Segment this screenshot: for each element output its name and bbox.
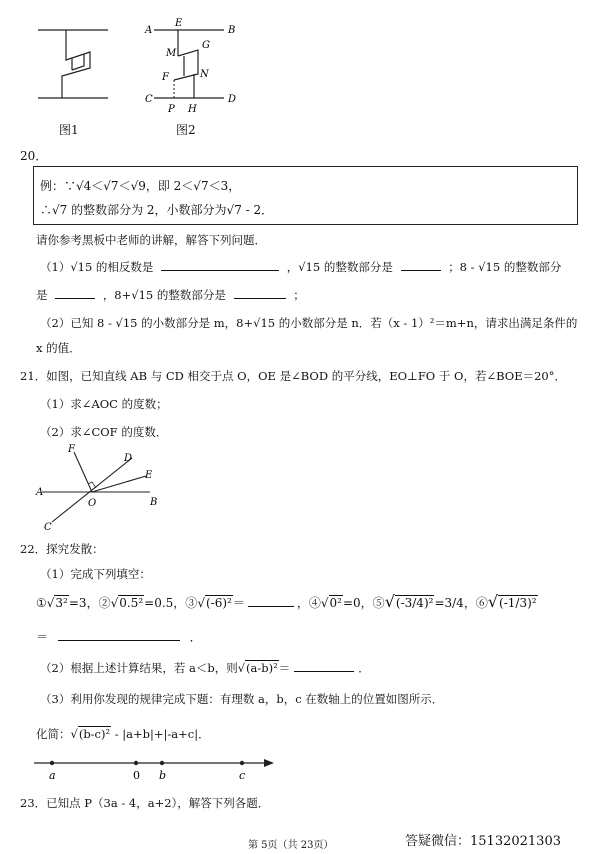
label-F: F <box>162 72 169 83</box>
q20-part2-line1: （2）已知 8 - √15 的小数部分是 m，8+√15 的小数部分是 n．若（x - 1）²＝m+n，请求出满足条件的 <box>40 316 578 330</box>
label-M: M <box>166 48 177 59</box>
q22-p2-b: ＝ <box>278 661 291 675</box>
circle-4: ，④ <box>296 596 321 610</box>
label-B: B <box>150 497 158 508</box>
q20-part1-line2 <box>36 287 305 303</box>
q22-number: 22．探究发散： <box>20 542 104 556</box>
simplify-label: 化简： <box>36 727 71 741</box>
eq-4: =0，⑤ <box>342 596 385 610</box>
q20-number: 20． <box>20 149 48 163</box>
q20-p1-e: ，8+√15 的整数部分是 <box>102 288 226 302</box>
q20-p1-d: 是 <box>36 288 48 302</box>
q22-part1: （1）完成下列填空： <box>40 567 151 581</box>
eq-5: = <box>434 596 445 610</box>
q22-p2-c: ． <box>358 661 370 675</box>
formula-row: ①√3²=3，②√0.5²=0.5，③√(-6)²＝ ，④√0²=0，⑤√(-3/4)²=3/4，⑥√(-1/3)² <box>36 592 537 611</box>
q20-intro: 请你参考黑板中老师的讲解，解答下列问题． <box>36 233 266 247</box>
label-A: A <box>36 487 44 498</box>
label-H: H <box>188 104 197 115</box>
circle-1: ① <box>36 596 47 610</box>
page-number: 第 5页（共 23页） <box>248 840 334 851</box>
label-P: P <box>168 104 175 115</box>
contact-info: 答疑微信：15132021303 <box>405 834 561 849</box>
answer-blank[interactable] <box>58 629 180 641</box>
circle-6: ，⑥ <box>463 596 488 610</box>
answer-blank[interactable] <box>401 259 441 271</box>
label-E: E <box>145 470 153 481</box>
q20-part2-line2: x 的值． <box>36 341 81 355</box>
label-E: E <box>175 18 183 29</box>
label-B: B <box>228 25 236 36</box>
label-G: G <box>202 40 210 51</box>
q20-part1-line1 <box>40 259 561 275</box>
eq-2: =0.5， <box>144 596 186 610</box>
label-C: C <box>44 522 52 533</box>
answer-blank[interactable] <box>294 660 354 672</box>
answer-blank[interactable] <box>248 595 294 607</box>
q22-part3: （3）利用你发现的规律完成下题：有理数 a，b，c 在数轴上的位置如图所示． <box>40 692 444 706</box>
example-line-2: ∴√7 的整数部分为 2，小数部分为√7 - 2． <box>40 203 274 217</box>
axis-label-c: c <box>239 769 246 782</box>
figure-1 <box>30 18 130 118</box>
fig2-caption: 图2 <box>176 123 196 137</box>
label-D: D <box>124 453 133 464</box>
circle-2: ② <box>98 596 111 610</box>
q21-part2: （2）求∠COF 的度数． <box>40 425 168 439</box>
eq-1: =3， <box>68 596 99 610</box>
example-line-1: 例：∵√4＜√7＜√9，即 2＜√7＜3， <box>40 179 241 193</box>
q22-part2: （2）根据上述计算结果，若 a＜b，则√(a-b)²＝ ． <box>40 661 370 675</box>
q20-p1-a: （1）√15 的相反数是 <box>40 260 154 274</box>
q20-p1-b: ，√15 的整数部分是 <box>286 260 393 274</box>
label-D: D <box>228 94 237 105</box>
label-N: N <box>200 69 209 80</box>
number-line <box>30 754 280 788</box>
q22-p2-a: （2）根据上述计算结果，若 a＜b，则 <box>40 661 238 675</box>
answer-blank[interactable] <box>161 259 279 271</box>
answer-blank[interactable] <box>234 287 286 299</box>
answer-blank[interactable] <box>55 287 95 299</box>
eq-3: ＝ <box>232 596 245 610</box>
label-F: F <box>68 444 75 455</box>
label-C: C <box>145 94 153 105</box>
circle-3: ③ <box>185 596 198 610</box>
q21-text: 21．如图，已知直线 AB 与 CD 相交于点 O，OE 是∠BOD 的平分线，EO⊥FO 于 O，若∠BOE＝20°． <box>20 369 566 383</box>
figure-2 <box>142 14 242 118</box>
label-O: O <box>88 498 97 509</box>
simplify-line: 化简：√(b-c)² - |a+b|+|-a+c|． <box>36 727 210 741</box>
q20-p1-f: ； <box>293 288 305 302</box>
q22-eq-line <box>36 628 202 645</box>
axis-label-0: 0 <box>133 769 140 782</box>
period: ． <box>189 630 202 644</box>
figure-q21 <box>34 440 174 534</box>
axis-label-a: a <box>49 769 56 782</box>
q23-text: 23．已知点 P（3a - 4，a+2），解答下列各题． <box>20 796 270 810</box>
q20-p1-c: ；8 - √15 的整数部分 <box>448 260 562 274</box>
fig1-caption: 图1 <box>59 123 79 137</box>
simplify-rest: - |a+b|+|-a+c|． <box>114 727 210 741</box>
label-A: A <box>145 25 153 36</box>
eq-sign: ＝ <box>36 630 49 644</box>
q21-part1: （1）求∠AOC 的度数； <box>40 397 168 411</box>
axis-label-b: b <box>159 769 167 782</box>
